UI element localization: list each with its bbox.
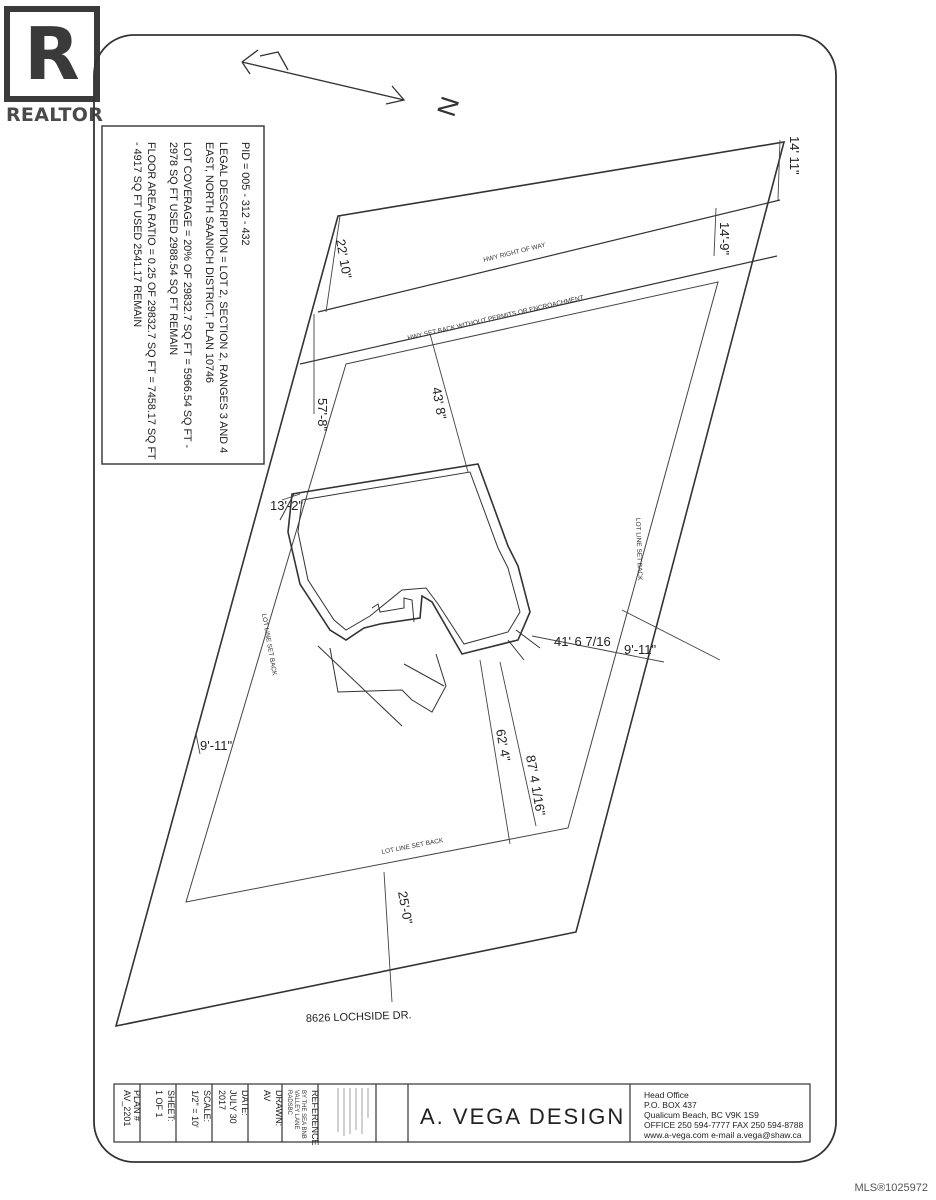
info-line-pid: PID = 005 - 312 - 432 xyxy=(239,142,251,246)
dim-43-8: 43' 8" xyxy=(429,385,450,421)
info-line-legal-2: EAST, NORTH SAANICH DISTRICT, PLAN 10746 xyxy=(203,142,215,383)
scale-label: SCALE: xyxy=(202,1090,212,1123)
reference-line-3: RADSBC xyxy=(286,1090,292,1116)
dim-87-4: 87' 4 1/16" xyxy=(523,753,549,817)
fine-print-notice xyxy=(338,1088,368,1136)
reference-line-2: VALLEY LANE xyxy=(293,1090,299,1130)
date-label: DATE: xyxy=(240,1090,250,1116)
label-hwy-setback: HWY SET BACK WITHOUT PERMITS OR ENCROACHMENT xyxy=(406,294,585,342)
info-line-legal-1: LEGAL DESCRIPTION = LOT 2, SECTION 2, RANGES 3 AND 4 xyxy=(217,142,229,454)
date-value-2: 2017 xyxy=(217,1090,227,1111)
office-line-1: Head Office xyxy=(644,1090,689,1100)
dim-14-9: 14'-9" xyxy=(717,222,732,256)
label-hwy-right-of-way: HWY RIGHT OF WAY xyxy=(482,241,547,264)
logo-letter: R xyxy=(24,12,80,96)
drawn-value: AV xyxy=(262,1090,272,1102)
info-line-coverage-1: LOT COVERAGE = 20% OF 29832.7 SQ FT = 5966.54 SQ FT - xyxy=(181,142,193,449)
info-line-far-1: FLOOR AREA RATIO = 0.25 OF 29832.7 SQ FT = 7458.17 SQ FT xyxy=(145,142,157,460)
house-footprint xyxy=(280,464,540,726)
info-line-far-2: - 4917 SQ FT USED 2541.17 REMAIN xyxy=(131,142,143,328)
plan-value: AV_2201 xyxy=(122,1090,132,1127)
label-lot-line-setback-right: LOT LINE SET BACK xyxy=(634,517,644,581)
mls-number: MLS®1025972 xyxy=(854,1182,928,1194)
sheet-value: 1 OF 1 xyxy=(154,1090,164,1118)
info-box xyxy=(131,142,251,460)
company-name: A. VEGA DESIGN xyxy=(420,1104,626,1129)
dim-22-10: 22' 10" xyxy=(333,237,355,280)
drawn-label: DRAWN: xyxy=(274,1090,284,1127)
north-label: N xyxy=(430,92,466,121)
label-lot-line-setback-left: LOT LINE SET BACK xyxy=(260,613,278,677)
label-lot-line-setback-bottom: LOT LINE SET BACK xyxy=(381,837,444,856)
dimension-lines xyxy=(196,140,780,1002)
north-arrow xyxy=(242,50,404,104)
date-value-1: JULY 30 xyxy=(228,1090,238,1124)
scale-value: 1/2" = 10' xyxy=(190,1090,200,1128)
plan-label: PLAN # xyxy=(132,1090,142,1122)
lot-setback-outline xyxy=(186,282,718,902)
office-line-5: www.a-vega.com e-mail a.vega@shaw.ca xyxy=(644,1130,802,1140)
street-address: 8626 LOCHSIDE DR. xyxy=(305,1009,412,1025)
dim-25-0: 25'-0" xyxy=(395,889,416,926)
dim-9-11-right: 9'-11" xyxy=(624,642,657,657)
dim-41-6: 41' 6 7/16 xyxy=(554,634,611,649)
dim-62-4: 62' 4" xyxy=(493,727,514,763)
info-line-coverage-2: 2978 SQ FT USED 2988.54 SQ FT REMAIN xyxy=(167,142,179,356)
reference-line-1: BY THE SEA BNB xyxy=(300,1090,306,1139)
sheet-label: SHEET: xyxy=(166,1090,176,1122)
dim-9-11-left: 9'-11" xyxy=(200,738,233,753)
lot-boundary xyxy=(116,142,784,1026)
dim-13-2: 13'-2" xyxy=(270,498,304,513)
office-line-2: P.O. BOX 437 xyxy=(644,1100,697,1110)
reference-label: REFERENCE xyxy=(310,1090,320,1146)
logo-wordmark: REALTOR xyxy=(6,104,104,126)
office-line-4: OFFICE 250 594-7777 FAX 250 594-8788 xyxy=(644,1120,804,1130)
office-line-3: Qualicum Beach, BC V9K 1S9 xyxy=(644,1110,759,1120)
hwy-right-of-way-line xyxy=(318,200,780,312)
dim-57-8: 57'-8" xyxy=(315,398,330,432)
dim-14-11: 14' 11" xyxy=(787,136,802,175)
